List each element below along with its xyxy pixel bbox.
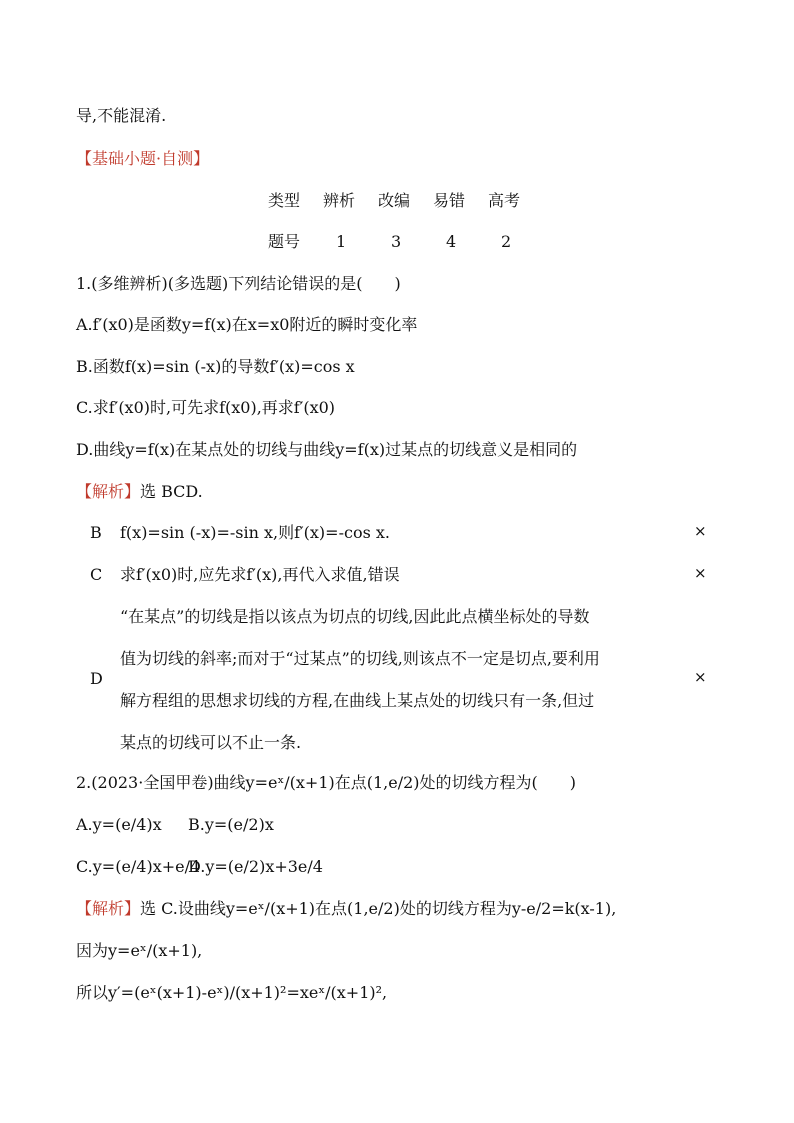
table-cell: 3 <box>391 232 402 251</box>
row-text-line: “在某点”的切线是指以该点为切点的切线,因此此点横坐标处的导数 <box>120 607 590 626</box>
section-title: 【基础小题·自测】 <box>76 149 210 168</box>
q2-option-b: B.y=(e/2)x <box>188 815 274 834</box>
table-cell: 辨析 <box>323 191 356 210</box>
q1-option-c: C.求f′(x0)时,可先求f(x0),再求f′(x0) <box>76 398 336 417</box>
q1-option-d: D.曲线y=f(x)在某点处的切线与曲线y=f(x)过某点的切线意义是相同的 <box>76 440 578 459</box>
analysis-line: 因为y=eˣ/(x+1), <box>76 941 203 960</box>
row-text-line: 解方程组的思想求切线的方程,在曲线上某点处的切线只有一条,但过 <box>120 691 595 710</box>
analysis-line: 所以y′=(eˣ(x+1)-eˣ)/(x+1)²=xeˣ/(x+1)², <box>76 983 388 1002</box>
analysis-label: 【解析】 <box>76 899 141 918</box>
q2-option-c: C.y=(e/4)x+e/4 <box>76 857 201 876</box>
intro-tail: 导,不能混淆. <box>76 106 167 125</box>
row-letter: C <box>90 565 103 584</box>
row-text: f(x)=sin (-x)=-sin x,则f′(x)=-cos x. <box>120 523 390 542</box>
row-letter: D <box>90 669 103 688</box>
analysis-text: 选 BCD. <box>140 482 203 501</box>
analysis-label: 【解析】 <box>76 482 141 501</box>
wrong-mark: × <box>694 522 707 540</box>
wrong-mark: × <box>694 564 707 582</box>
table-cell: 4 <box>446 232 457 251</box>
wrong-mark: × <box>694 668 707 686</box>
row-text-line: 值为切线的斜率;而对于“过某点”的切线,则该点不一定是切点,要利用 <box>120 649 600 668</box>
table-cell: 易错 <box>433 191 466 210</box>
table-cell: 2 <box>501 232 512 251</box>
q2-stem: 2.(2023·全国甲卷)曲线y=eˣ/(x+1)在点(1,e/2)处的切线方程为( ) <box>76 773 577 792</box>
table-cell: 题号 <box>268 232 301 251</box>
table-cell: 1 <box>336 232 347 251</box>
q1-stem: 1.(多维辨析)(多选题)下列结论错误的是( ) <box>76 274 401 293</box>
q2-option-a: A.y=(e/4)x <box>76 815 162 834</box>
row-text: 求f′(x0)时,应先求f′(x),再代入求值,错误 <box>120 565 400 584</box>
row-letter: B <box>90 523 102 542</box>
q2-option-d: D.y=(e/2)x+3e/4 <box>188 857 323 876</box>
table-cell: 改编 <box>378 191 411 210</box>
table-cell: 类型 <box>268 191 301 210</box>
q1-option-b: B.函数f(x)=sin (-x)的导数f′(x)=cos x <box>76 357 355 376</box>
table-cell: 高考 <box>488 191 521 210</box>
row-text-line: 某点的切线可以不止一条. <box>120 733 302 752</box>
q1-option-a: A.f′(x0)是函数y=f(x)在x=x0附近的瞬时变化率 <box>76 315 418 334</box>
analysis-text: 选 C.设曲线y=eˣ/(x+1)在点(1,e/2)处的切线方程为y-e/2=k(x-1), <box>140 899 617 918</box>
